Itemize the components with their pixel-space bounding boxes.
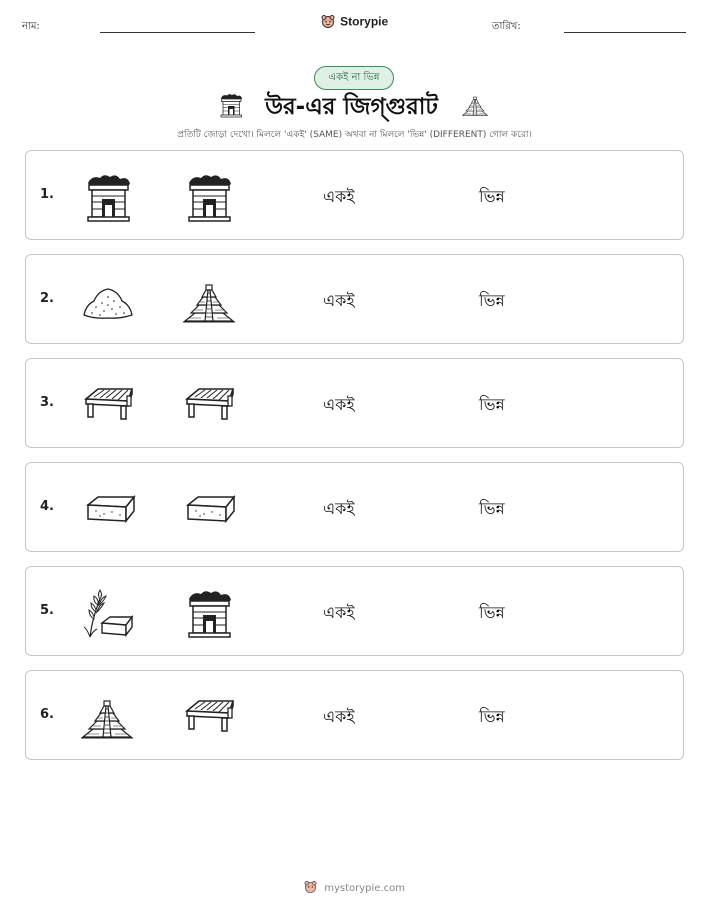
table-icon: [181, 377, 237, 433]
name-line[interactable]: [100, 32, 255, 33]
pair-row-2: [25, 254, 684, 344]
brand-name: Storypie: [340, 14, 389, 29]
same-option[interactable]: একই: [323, 395, 355, 414]
date-line[interactable]: [564, 32, 686, 33]
temple-title-icon: [217, 91, 245, 125]
row-number: 5.: [40, 603, 54, 618]
different-option[interactable]: ভিন্ন: [479, 603, 505, 622]
table-icon: [80, 377, 136, 433]
row-number: 6.: [40, 707, 54, 722]
same-option[interactable]: একই: [323, 291, 355, 310]
temple-icon: [80, 169, 136, 225]
different-option[interactable]: ভিন্ন: [479, 395, 505, 414]
temple-icon: [181, 585, 237, 641]
ziggurat-title-icon: [458, 91, 492, 125]
pair-row-1: [25, 150, 684, 240]
row-number: 1.: [40, 187, 54, 202]
date-label: তারিখ:: [492, 21, 521, 32]
table-icon: [181, 689, 237, 745]
topic-badge: একই না ভিন্ন: [314, 66, 394, 90]
row-number: 4.: [40, 499, 54, 514]
ziggurat-icon: [76, 689, 138, 745]
brick-icon: [82, 481, 138, 537]
row-number: 3.: [40, 395, 54, 410]
same-option[interactable]: একই: [323, 499, 355, 518]
instruction-text: প্রতিটি জোড়া দেখো। মিললে 'একই' (SAME) অথবা না মিললে 'ভিন্ন' (DIFFERENT) গোল করো।: [177, 130, 532, 140]
page-title-text: উর-এর জিগ্গুরাট: [265, 94, 438, 120]
brick-icon: [182, 481, 238, 537]
same-option[interactable]: একই: [323, 603, 355, 622]
storypie-logo-icon: [321, 14, 335, 31]
brand: [0, 14, 709, 31]
pair-row-3: [25, 358, 684, 448]
pair-row-6: [25, 670, 684, 760]
storypie-logo-icon: [304, 880, 317, 896]
temple-icon: [181, 169, 237, 225]
pair-row-4: [25, 462, 684, 552]
ziggurat-icon: [178, 273, 240, 329]
different-option[interactable]: ভিন্ন: [479, 187, 505, 206]
grain-pile-icon: [80, 273, 136, 329]
wheat-brick-icon: [80, 585, 136, 641]
different-option[interactable]: ভিন্ন: [479, 499, 505, 518]
pair-row-5: [25, 566, 684, 656]
footer-url[interactable]: mystorypie.com: [324, 883, 405, 894]
different-option[interactable]: ভিন্ন: [479, 291, 505, 310]
same-option[interactable]: একই: [323, 187, 355, 206]
page-title: [0, 88, 709, 127]
different-option[interactable]: ভিন্ন: [479, 707, 505, 726]
row-number: 2.: [40, 291, 54, 306]
name-label: নাম:: [22, 21, 40, 32]
same-option[interactable]: একই: [323, 707, 355, 726]
footer: [0, 880, 709, 896]
